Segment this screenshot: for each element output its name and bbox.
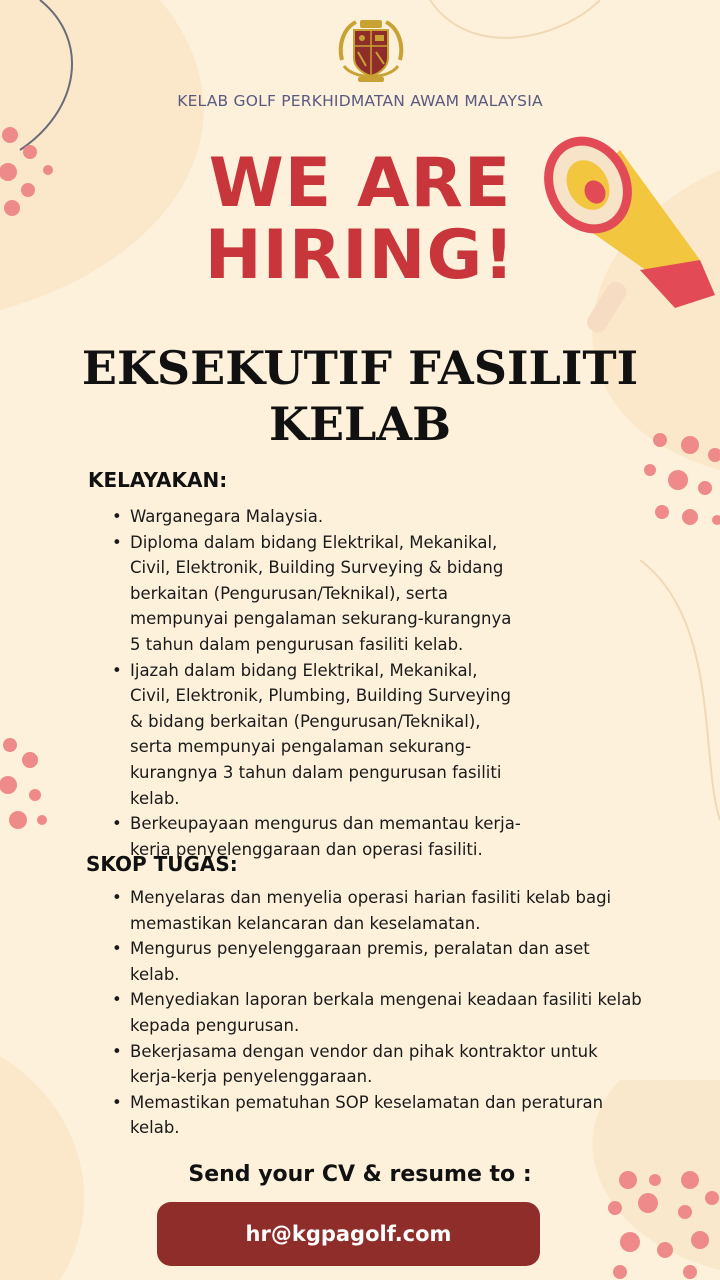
list-item: • Diploma dalam bidang Elektrikal, Mekanikal, Civil, Elektronik, Building Surveying & bidang berkaitan (Pengurusan/Teknikal), serta mempunyai pengalaman sekurang-kurangnya 5 tahun dalam pengurusan fasiliti kelab. — [112, 530, 522, 658]
job-title — [40, 340, 680, 452]
list-item: • Memastikan pematuhan SOP keselamatan dan peraturan kelab. — [112, 1090, 642, 1141]
list-item: • Menyelaras dan menyelia operasi harian fasiliti kelab bagi memastikan kelancaran dan keselamatan. — [112, 885, 642, 936]
list-item: • Berkeupayaan mengurus dan memantau kerja-kerja penyelenggaraan dan operasi fasiliti. — [112, 811, 522, 862]
scope-heading: SKOP TUGAS: — [86, 852, 238, 876]
email-button[interactable]: hr@kgpagolf.com — [157, 1202, 540, 1266]
cta-text: Send your CV & resume to : — [188, 1162, 532, 1187]
megaphone-icon — [540, 130, 720, 350]
club-crest-icon — [334, 14, 408, 86]
job-title-line-1: EKSEKUTIF FASILITI — [81, 341, 639, 395]
list-item: • Ijazah dalam bidang Elektrikal, Mekanikal, Civil, Elektronik, Plumbing, Building Surveying & bidang berkaitan (Pengurusan/Teknikal), serta mempunyai pengalaman sekurang-kurangnya 3 tahun dalam pengurusan fasiliti kelab. — [112, 658, 522, 812]
list-item: • Menyediakan laporan berkala mengenai keadaan fasiliti kelab kepada pengurusan. — [112, 987, 642, 1038]
list-item: • Mengurus penyelenggaraan premis, peralatan dan aset kelab. — [112, 936, 642, 987]
scope-list — [112, 885, 642, 1141]
list-item: • Bekerjasama dengan vendor dan pihak kontraktor untuk kerja-kerja penyelenggaraan. — [112, 1039, 642, 1090]
qualifications-heading: KELAYAKAN: — [88, 468, 228, 492]
job-title-line-2: KELAB — [269, 397, 451, 451]
headline-line-1: WE ARE — [208, 144, 512, 223]
qualifications-list — [112, 504, 522, 862]
list-item: • Warganegara Malaysia. — [112, 504, 522, 530]
organization-name: KELAB GOLF PERKHIDMATAN AWAM MALAYSIA — [177, 92, 543, 110]
hiring-headline — [150, 144, 570, 295]
headline-line-2: HIRING! — [204, 216, 516, 295]
